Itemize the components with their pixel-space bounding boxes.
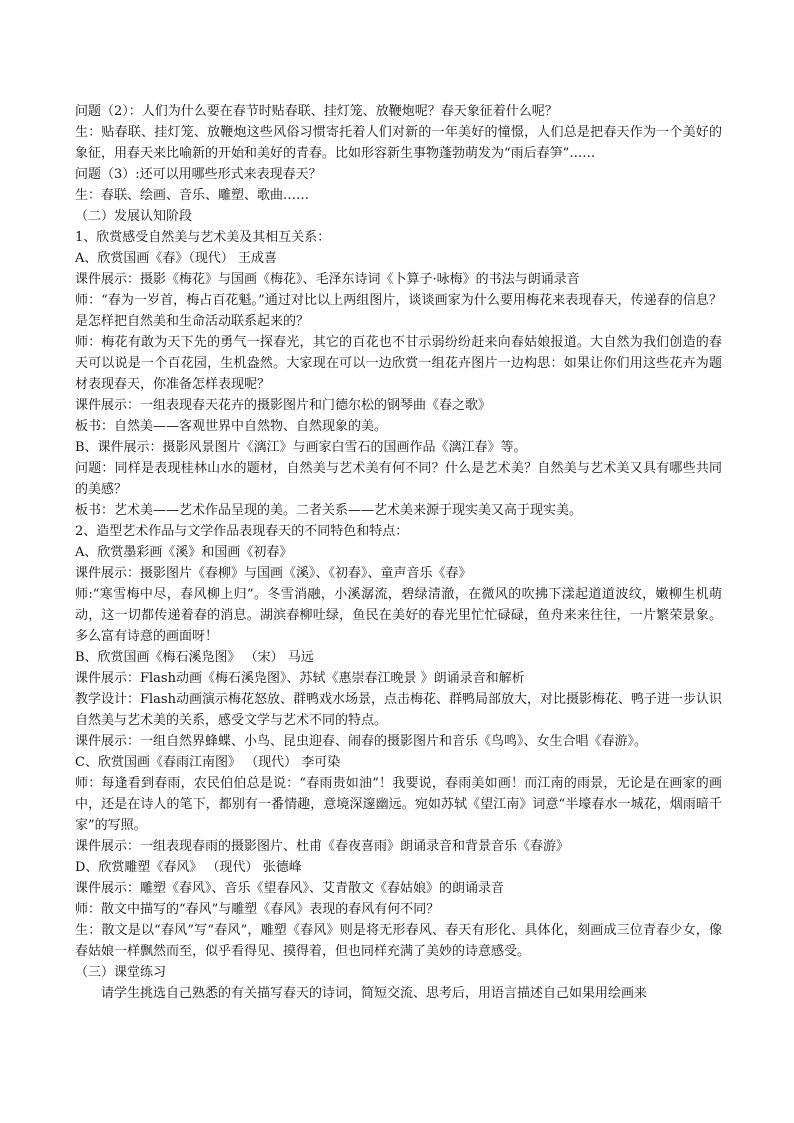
courseware-flash: 课件展示：Flash动画《梅石溪凫图》、苏轼《惠崇春江晚景 》朗诵录音和解析: [75, 671, 525, 686]
courseware-flowers: 课件展示：一组表现春天花卉的摄影图片和门德尔松的钢琴曲《春之歌》: [75, 398, 492, 413]
item-c-spring-rain: C、欣赏国画《春雨江南图》 （现代） 李可染: [75, 755, 341, 770]
courseware-willow: 课件展示：摄影图片《春柳》与国画《溪》、《初春》、童声音乐《春》: [75, 566, 472, 581]
teacher-rain-talk: 师：每逢看到春雨，农民伯伯总是说：“春雨贵如油”！我要说，春雨美如画！而江南的雨景，无论是在画家的画中，还是在诗人的笔下，都别有一番情趣，意境深邃幽远。宛如苏轼《望江南》词意“半壕春水一城花，烟雨暗千家”的写照。: [75, 776, 722, 833]
courseware-sculpture: 课件展示：雕塑《春风》、音乐《望春风》、艾青散文《春姑娘》的朗诵录音: [75, 881, 505, 896]
student-wind-answer: 生：散文是以“春风”写“春风”，雕塑《春风》则是将无形春风、春天有形化、具体化，刻画成三位青春少女，像春姑娘一样飘然而至，似乎看得见、摸得着，但也同样充满了美妙的诗意感受。: [75, 923, 722, 959]
section-heading-3: （三）课堂练习: [75, 965, 167, 980]
teacher-wind-question: 师：散文中描写的“春风”与雕塑《春风》表现的春风有何不同？: [75, 902, 440, 917]
student-answer-2: 生：贴春联、挂灯笼、放鞭炮这些风俗习惯寄托着人们对新的一年美好的憧憬，人们总是把春天作为一个美好的象征，用春天来比喻新的开始和美好的青春。比如形容新生事物蓬勃萌发为“雨后春笋”……: [75, 125, 722, 161]
student-answer-3: 生：春联、绘画、音乐、雕塑、歌曲……: [75, 188, 310, 203]
courseware-plum: 课件展示：摄影《梅花》与国画《梅花》、毛泽东诗词《卜算子·咏梅》的书法与朗诵录音: [75, 272, 580, 287]
section-heading-2: （二）发展认知阶段: [75, 209, 193, 224]
teacher-willow-talk: 师:“寒雪梅中尽，春风柳上归”。冬雪消融，小溪潺流，碧绿清澈，在微风的吹拂下漾起道道波纹，嫩柳生机萌动，这一切都传递着春的消息。湖滨春柳吐绿，鱼民在美好的春光里忙忙碌碌，鱼舟来来往往，一片繁荣景象。多么富有诗意的画面呀！: [75, 587, 722, 644]
subsection-2: 2、造型艺术作品与文学作品表现春天的不同特色和特点：: [75, 524, 409, 539]
teaching-design: 教学设计：Flash动画演示梅花怒放、群鸭戏水场景，点击梅花、群鸭局部放大，对比摄影梅花、鸭子进一步认识自然美与艺术美的关系，感受文学与艺术不同的特点。: [75, 692, 722, 728]
board-natural-beauty: 板书：自然美——客观世界中自然物、自然现象的美。: [75, 419, 388, 434]
question-guilin: 问题：同样是表现桂林山水的题材，自然美与艺术美有何不同？什么是艺术美？自然美与艺术美又具有哪些共同的美感？: [75, 461, 722, 497]
subsection-1: 1、欣赏感受自然美与艺术美及其相互关系：: [75, 230, 331, 245]
teacher-plum-question: 师：“春为一岁首，梅占百花魁。”通过对比以上两组图片，谈谈画家为什么要用梅花来表现春天，传递春的信息？是怎样把自然美和生命活动联系起来的？: [75, 293, 722, 329]
item-b-lijiang: B、课件展示：摄影风景图片《漓江》与画家白雪石的国画作品《漓江春》等。: [75, 440, 527, 455]
courseware-birds: 课件展示：一组自然界蜂蝶、小鸟、昆虫迎春、闹春的摄影图片和音乐《鸟鸣》、女生合唱《春游》。: [75, 734, 648, 749]
teacher-plum-talk: 师：梅花有敢为天下先的勇气一探春光，其它的百花也不甘示弱纷纷赶来向春姑娘报道。大自然为我们创造的春天可以说是一个百花园，生机盎然。大家现在可以一边欣赏一组花卉图片一边构思：如果让你们用这些花卉为题材表现春天，你准备怎样表现呢？: [75, 335, 722, 392]
exercise-text: 请学生挑选自己熟悉的有关描写春天的诗词，简短交流、思考后，用语言描述自己如果用绘画来: [101, 986, 648, 1001]
item-a-spring: A、欣赏国画《春》（现代） 王成喜: [75, 251, 278, 266]
item-d-sculpture: D、欣赏雕塑《春风》 （现代） 张德峰: [75, 860, 302, 875]
board-art-beauty: 板书：艺术美——艺术作品呈现的美。二者关系——艺术美来源于现实美又高于现实美。: [75, 503, 583, 518]
item-a-stream: A、欣赏墨彩画《溪》和国画《初春》: [75, 545, 293, 560]
item-b-meishi: B、欣赏国画《梅石溪凫图》 （宋） 马远: [75, 650, 314, 665]
question-3: 问题（3）:还可以用哪些形式来表现春天？: [75, 167, 322, 182]
courseware-rain: 课件展示：一组表现春雨的摄影图片、杜甫《春夜喜雨》朗诵录音和背景音乐《春游》: [75, 839, 570, 854]
question-2: 问题（2）：人们为什么要在春节时贴春联、挂灯笼、放鞭炮呢？春天象征着什么呢？: [75, 104, 558, 119]
